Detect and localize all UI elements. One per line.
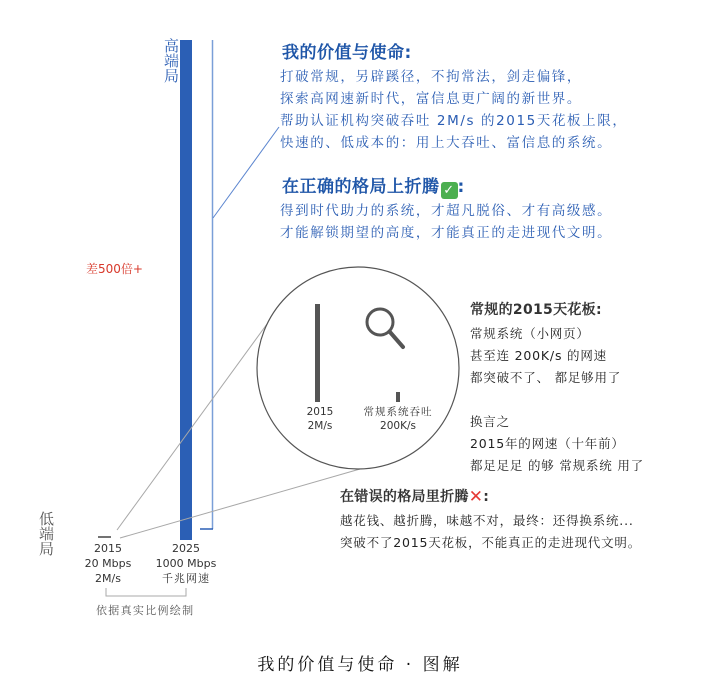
mission-line: 快速的、低成本的：用上大吞吐、富信息的系统。 <box>280 135 613 151</box>
title-colon: : <box>457 177 465 197</box>
ceiling-line: 都足足足 的够 常规系统 用了 <box>470 458 644 473</box>
mission-body <box>280 66 627 154</box>
axis-label-2015 <box>80 541 136 586</box>
title-colon: : <box>483 489 490 505</box>
right-pattern-line: 才能解锁期望的高度，才能真正的走进现代文明。 <box>280 225 613 241</box>
ceiling-line: 常规系统（小网页） <box>470 326 590 341</box>
mission-line: 探索高网速新时代，富信息更广阔的新世界。 <box>280 91 582 107</box>
right-pattern-title <box>282 172 465 199</box>
zoom-connector-bottom <box>120 469 360 538</box>
mission-pointer <box>213 127 279 218</box>
ceiling-line <box>470 389 644 411</box>
difference-label: 差500倍+ <box>86 262 143 276</box>
ceiling-line: 都突破不了、 都足够用了 <box>470 370 622 385</box>
high-tier-label: 高端局 <box>162 38 180 83</box>
mission-line: 帮助认证机构突破吞吐 2M/s 的2015天花板上限， <box>280 113 628 129</box>
footer-caption: 我的价值与使命 · 图解 <box>257 655 463 675</box>
axis-throughput: 2M/s <box>95 572 121 585</box>
right-pattern-title-text: 在正确的格局上折腾 <box>282 177 440 197</box>
right-pattern-body <box>280 200 612 244</box>
axis-throughput: 千兆网速 <box>162 572 210 585</box>
zoom-label-year: 2015 <box>306 406 334 418</box>
zoom-bar-regular <box>396 392 400 402</box>
bar-2025 <box>180 40 192 540</box>
wrong-pattern-title <box>340 486 489 507</box>
wrong-pattern-line: 越花钱、越折腾，味越不对，最终：还得换系统... <box>340 513 634 528</box>
zoom-label-throughput: 2M/s <box>307 420 333 432</box>
zoom-bar-2015 <box>315 304 320 402</box>
axis-year: 2025 <box>172 542 200 555</box>
mission-line: 打破常规，另辟蹊径，不拘常法，剑走偏锋， <box>280 69 582 85</box>
right-pattern-line: 得到时代助力的系统，才超凡脱俗、才有高级感。 <box>280 203 613 219</box>
wrong-pattern-line: 突破不了2015天花板，不能真正的走进现代文明。 <box>340 535 642 550</box>
ceiling-line: 2015年的网速（十年前） <box>470 436 625 451</box>
zoom-label-regular <box>358 405 438 433</box>
zoom-label-system: 常规系统吞吐 <box>363 406 433 418</box>
mission-title: 我的价值与使命: <box>282 43 412 63</box>
axis-year: 2015 <box>94 542 122 555</box>
ceiling-title: 常规的2015天花板: <box>470 302 602 318</box>
low-tier-label: 低端局 <box>37 511 55 556</box>
check-icon: ✓ <box>441 182 458 199</box>
wrong-pattern-body <box>340 510 641 554</box>
zoom-label-throughput: 200K/s <box>380 420 416 432</box>
ceiling-line: 甚至连 200K/s 的网速 <box>470 348 607 363</box>
cross-icon: ✕ <box>468 487 484 507</box>
axis-speed: 1000 Mbps <box>155 557 217 570</box>
scale-note: 依据真实比例绘制 <box>96 604 195 617</box>
scale-bracket <box>106 588 186 596</box>
axis-speed: 20 Mbps <box>84 557 132 570</box>
zoom-label-2015 <box>300 405 340 433</box>
ceiling-body <box>470 323 644 477</box>
wrong-pattern-title-text: 在错误的格局里折腾 <box>340 489 469 505</box>
ceiling-line: 换言之 <box>470 414 510 429</box>
zoom-circle <box>257 267 459 469</box>
axis-label-2025 <box>154 541 218 586</box>
